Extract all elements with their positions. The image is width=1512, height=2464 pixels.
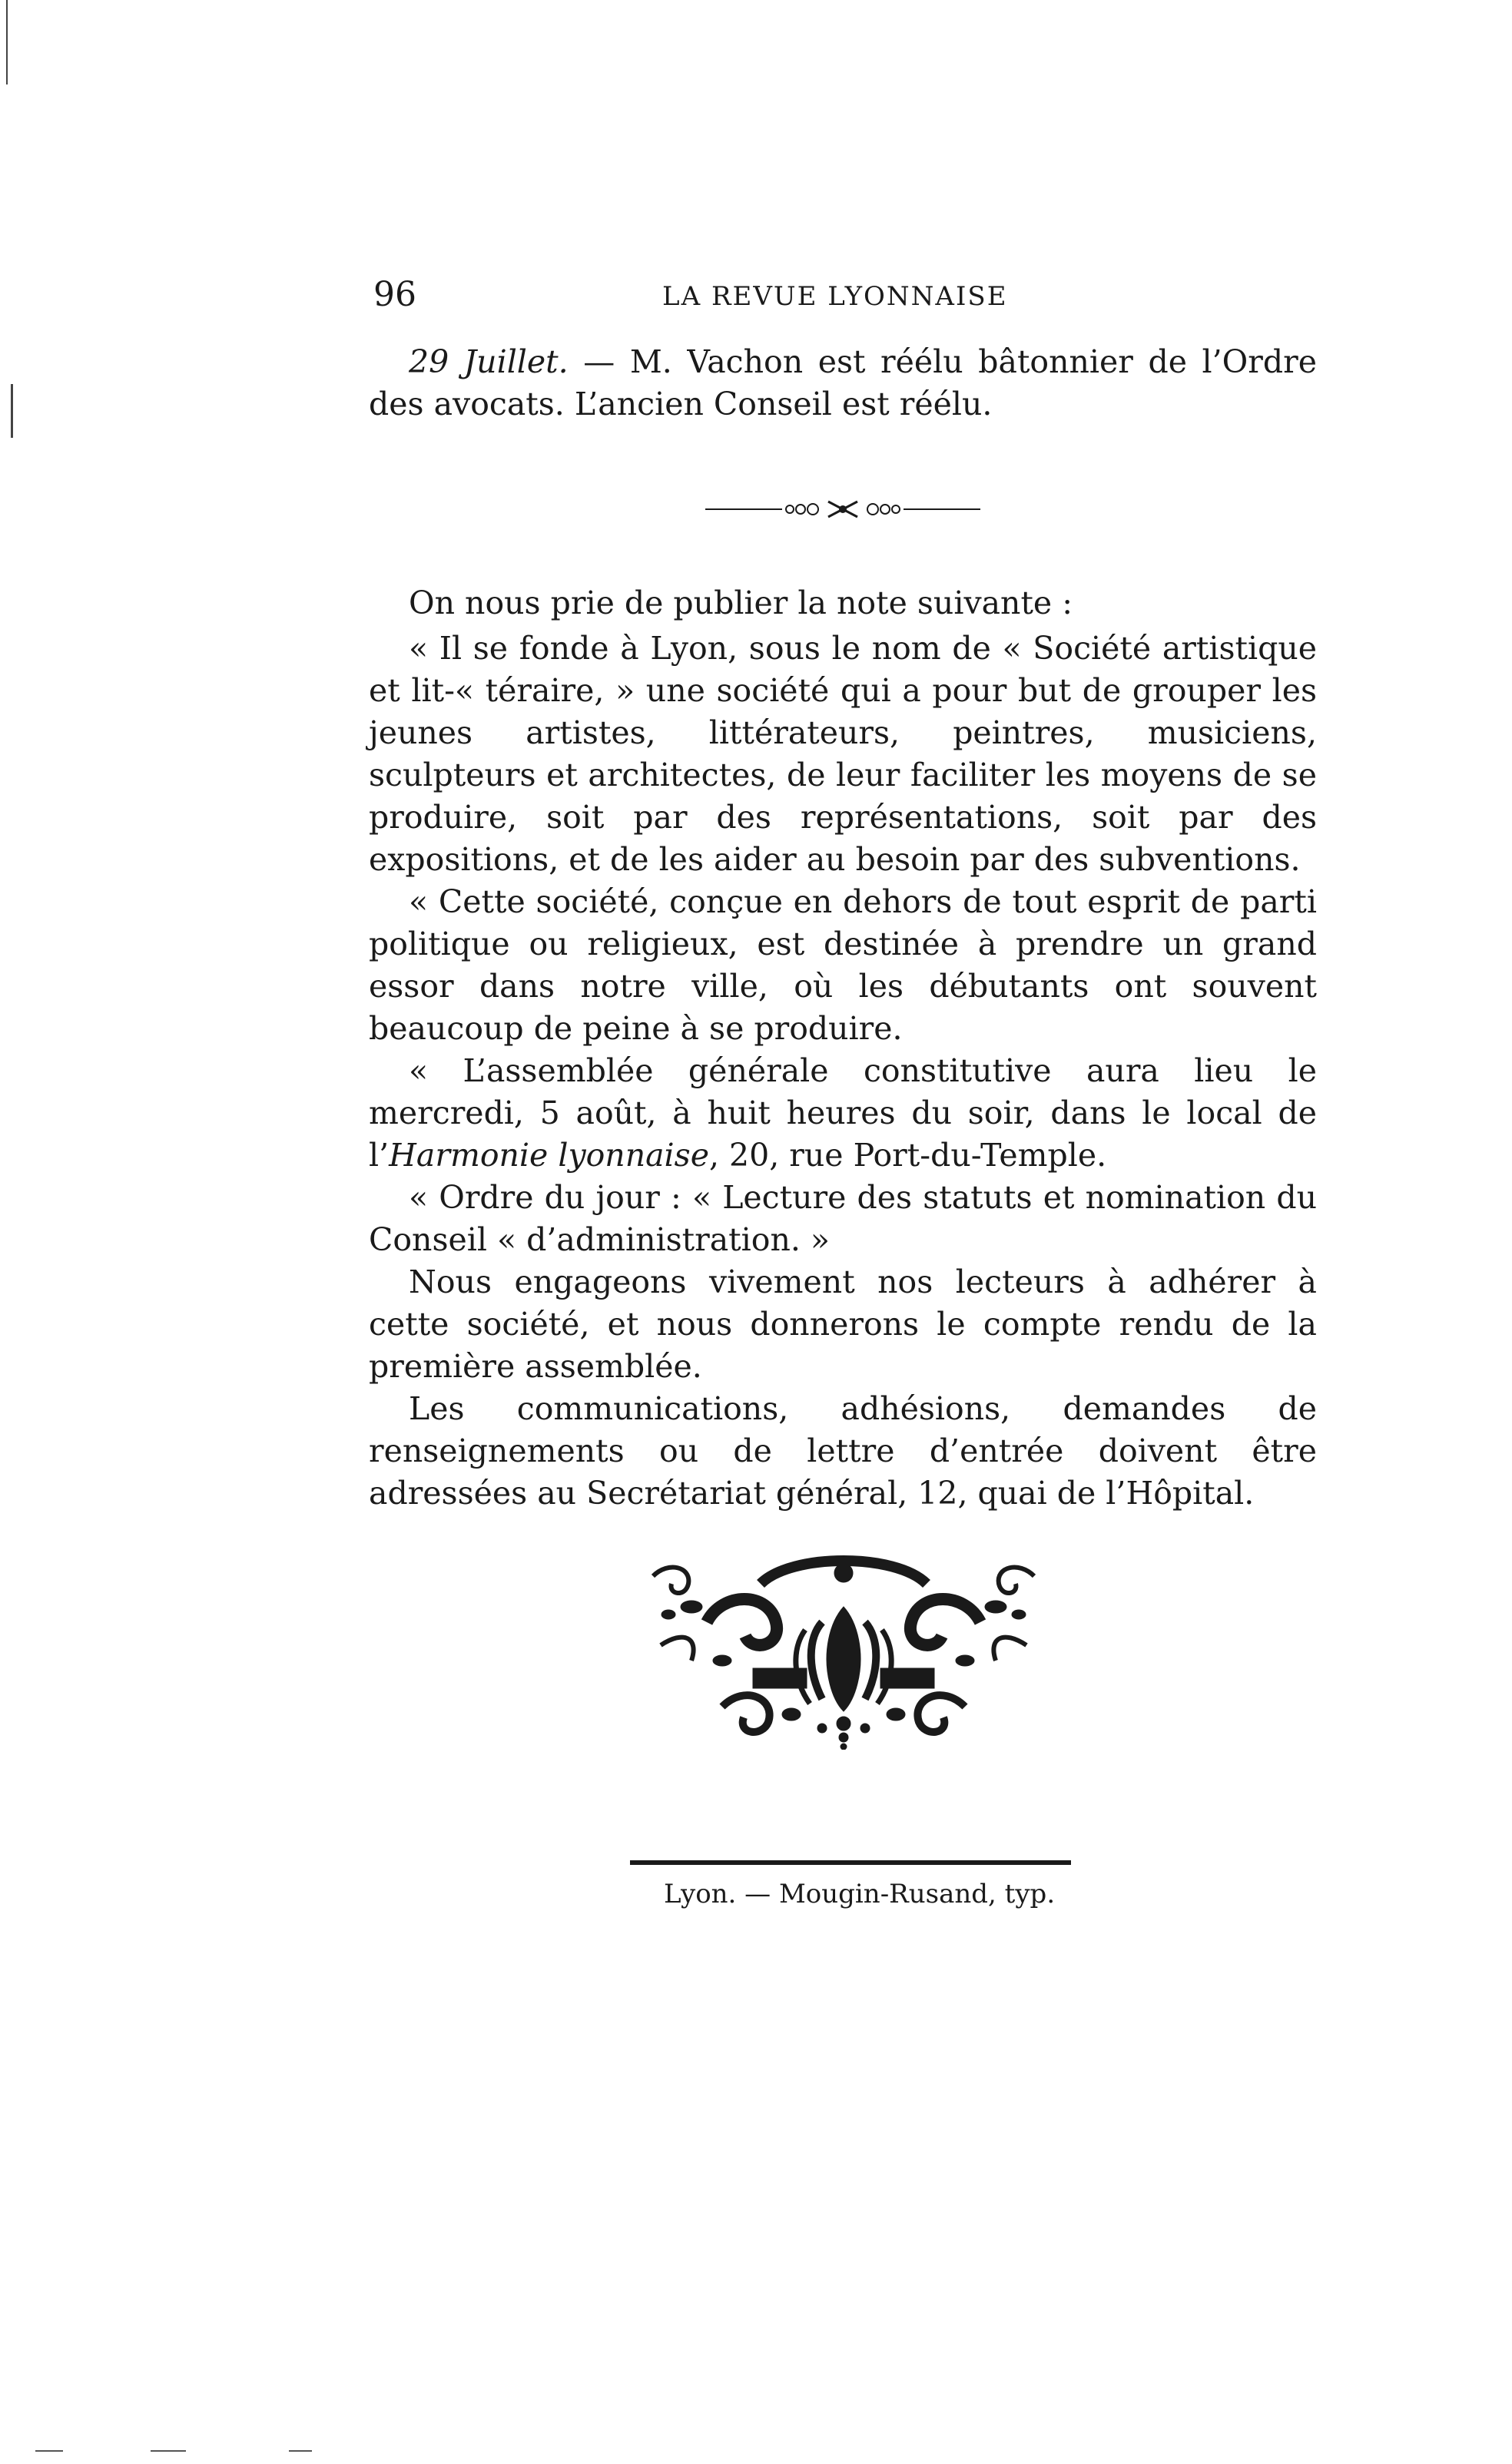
note-paragraph: Nous engageons vivement nos lecteurs à adhérer à cette société, et nous donnerons le compte rendu de la première assemblée. bbox=[369, 1263, 1317, 1385]
running-title: LA REVUE LYONNAISE bbox=[662, 281, 1008, 312]
entry-date: 29 Juillet. bbox=[409, 343, 569, 380]
scan-edge-mark bbox=[151, 2450, 186, 2452]
scan-edge-mark bbox=[11, 384, 13, 438]
colophon: Lyon. — Mougin-Rusand, typ. bbox=[664, 1879, 1056, 1909]
note-body bbox=[369, 582, 1317, 1515]
scan-edge-mark bbox=[289, 2450, 312, 2452]
scan-edge-mark bbox=[6, 0, 8, 84]
colophon-rule bbox=[630, 1860, 1071, 1865]
note-paragraph-text: « L’assemblée générale constitutive aura lieu le mercredi, 5 août, à huit heures du soir, dans le local de l’ bbox=[369, 1052, 1317, 1174]
note-paragraph: « Il se fonde à Lyon, sous le nom de « Société artistique et lit-« téraire, » une société qui a pour but de grouper les jeunes artistes, littérateurs, peintres, musiciens, sculpteurs et architectes, de leur faciliter les moyens de se produire, soit par des représentations, soit par des expositions, et de les aider au besoin par des subventions. bbox=[369, 630, 1317, 878]
note-paragraph: Les communications, adhésions, demandes de renseignements ou de lettre d’entrée doivent être adressées au Secrétariat général, 12, quai de l’Hôpital. bbox=[369, 1390, 1317, 1512]
ornamental-rule bbox=[705, 498, 980, 521]
chronicle-entry bbox=[369, 341, 1317, 426]
note-paragraph: « Ordre du jour : « Lecture des statuts et nomination du Conseil « d’administration. » bbox=[369, 1179, 1317, 1258]
scan-edge-mark bbox=[35, 2450, 63, 2452]
venue-name: Harmonie lyonnaise bbox=[389, 1137, 709, 1174]
note-paragraph bbox=[369, 1050, 1317, 1177]
note-paragraph: « Cette société, conçue en dehors de tout esprit de parti politique ou religieux, est destinée à prendre un grand essor dans notre ville, où les débutants ont souvent beaucoup de peine à se produire. bbox=[369, 883, 1317, 1047]
note-paragraph-text: , 20, rue Port-du-Temple. bbox=[708, 1137, 1107, 1174]
entry-text: — M. Vachon est réélu bâtonnier de l’Ordre des avocats. L’ancien Conseil est réélu. bbox=[369, 343, 1317, 422]
page-number: 96 bbox=[373, 275, 416, 314]
note-intro: On nous prie de publier la note suivante : bbox=[409, 585, 1073, 621]
fleuron-ornament-icon bbox=[638, 1553, 1049, 1750]
